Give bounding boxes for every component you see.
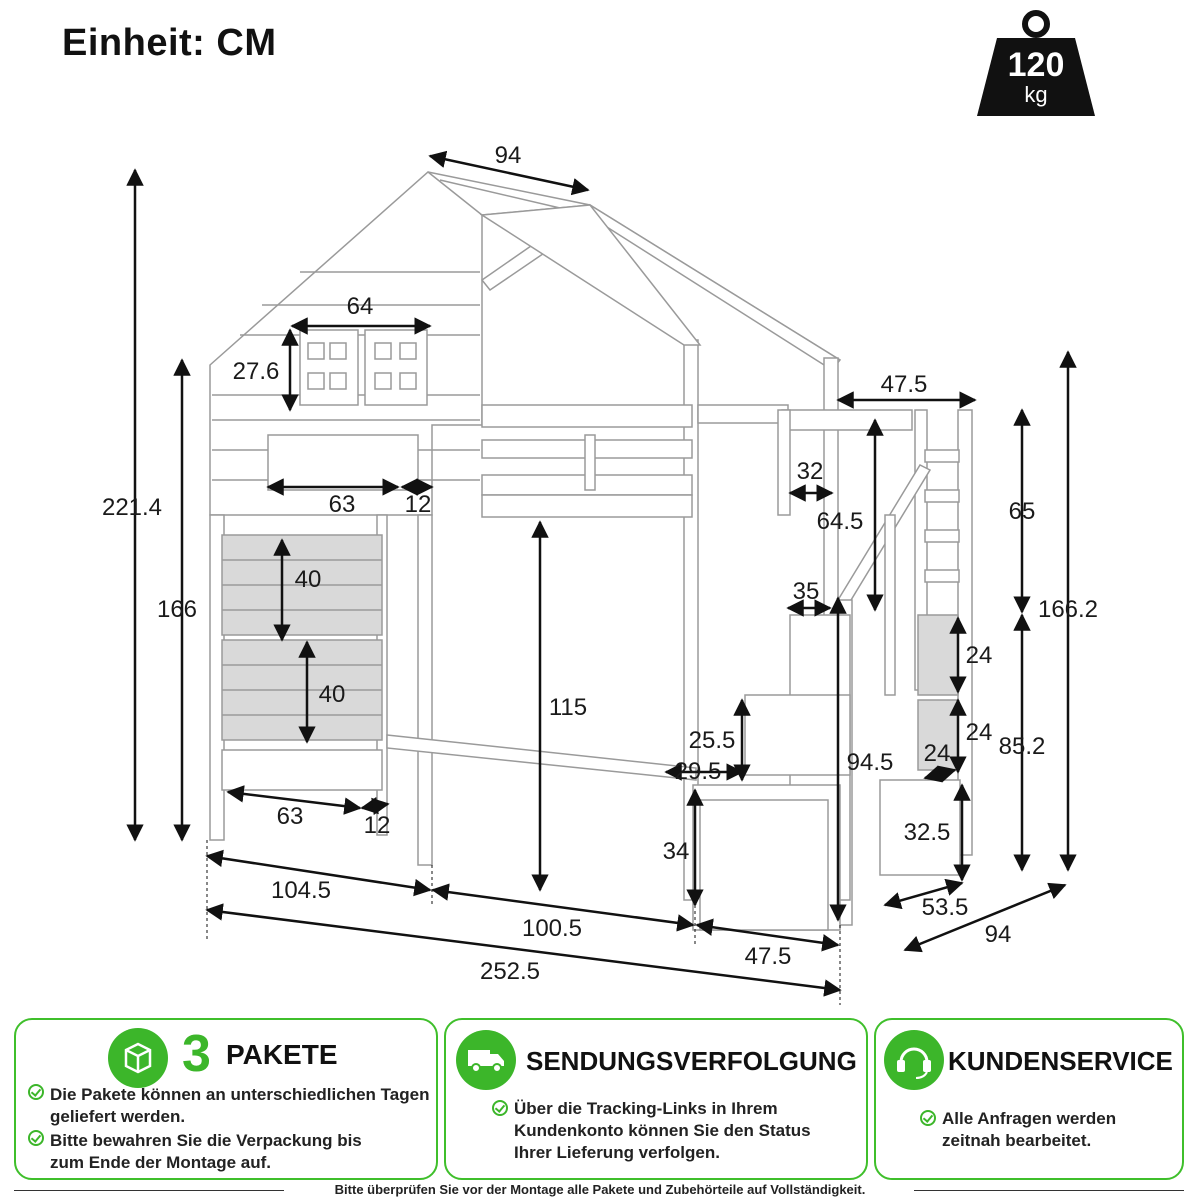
dim-step-depth: 35 (792, 578, 820, 605)
dim-bed-depth: 94 (984, 921, 1012, 948)
packages-count: 3 (182, 1025, 211, 1083)
dim-bottom-step-height: 34 (662, 838, 690, 865)
check-icon (492, 1100, 508, 1116)
page-title: Einheit: CM (62, 22, 277, 64)
packages-note-2: Bitte bewahren Sie die Verpackung bis zum Ende der Montage auf. (50, 1131, 362, 1172)
dim-shelf-bottom-depth: 12 (363, 812, 391, 839)
check-icon (920, 1110, 936, 1126)
dim-stair-gap: 32 (796, 458, 824, 485)
card-packages (14, 1018, 438, 1180)
dim-roof-depth: 94 (494, 142, 522, 169)
dim-stair-rail-height: 94.5 (846, 749, 894, 776)
dim-rail-height: 64.5 (816, 508, 864, 535)
dim-middle-section: 100.5 (521, 915, 583, 942)
dim-total-length: 252.5 (479, 958, 541, 985)
dim-step-rise: 25.5 (688, 727, 736, 754)
dim-cubby-width: 24 (923, 740, 951, 767)
dim-window-width: 64 (346, 293, 374, 320)
check-icon (28, 1084, 44, 1100)
bed-structure (210, 172, 972, 930)
weight-value: 120 (1007, 46, 1065, 84)
dim-stair-rail-width: 47.5 (880, 371, 928, 398)
delivery-truck-icon (456, 1030, 516, 1090)
weight-unit: kg (1024, 82, 1048, 107)
dim-platform-height: 85.2 (998, 733, 1046, 760)
dim-cubby-height-upper: 24 (965, 642, 993, 669)
dim-window-height: 27.6 (232, 358, 280, 385)
card-customer-service (874, 1018, 1184, 1180)
card-tracking (444, 1018, 868, 1180)
dim-ladder-height: 65 (1008, 498, 1036, 525)
dim-side-height: 166 (156, 596, 198, 623)
dim-step-run: 29.5 (674, 758, 722, 785)
dim-left-section: 104.5 (270, 877, 332, 904)
check-icon (28, 1130, 44, 1146)
dim-shelf-space-upper: 40 (294, 566, 322, 593)
packages-title: PAKETE (226, 1039, 338, 1070)
service-note: Alle Anfragen werden zeitnah bearbeitet. (942, 1109, 1117, 1150)
dim-total-height: 221.4 (101, 494, 163, 521)
dim-stair-section: 47.5 (744, 943, 792, 970)
dim-shelf-bottom-width: 63 (276, 803, 304, 830)
dim-stair-total-height: 166.2 (1037, 596, 1099, 623)
footer-note: Bitte überprüfen Sie vor der Montage alle Pakete und Zubehörteile auf Vollständigkeit. (334, 1182, 866, 1197)
tracking-note: Über die Tracking-Links in Ihrem Kundenkonto können Sie den Status Ihrer Lieferung verfolgen. (514, 1099, 811, 1162)
dim-bottom-cubby-height: 32.5 (903, 819, 951, 846)
dim-shelf-space-lower: 40 (318, 681, 346, 708)
dim-shelf-top-width: 63 (328, 491, 356, 518)
dim-shelf-top-depth: 12 (404, 491, 432, 518)
dim-under-bed-height: 115 (548, 694, 588, 721)
tracking-title: SENDUNGSVERFOLGUNG (526, 1046, 857, 1076)
dim-stair-depth: 53.5 (921, 894, 969, 921)
dim-cubby-height-lower: 24 (965, 719, 993, 746)
headset-icon (884, 1030, 944, 1090)
package-icon (108, 1028, 168, 1088)
service-title: KUNDENSERVICE (948, 1046, 1173, 1076)
packages-note-1: Die Pakete können an unterschiedlichen Tagen geliefert werden. (50, 1085, 430, 1126)
